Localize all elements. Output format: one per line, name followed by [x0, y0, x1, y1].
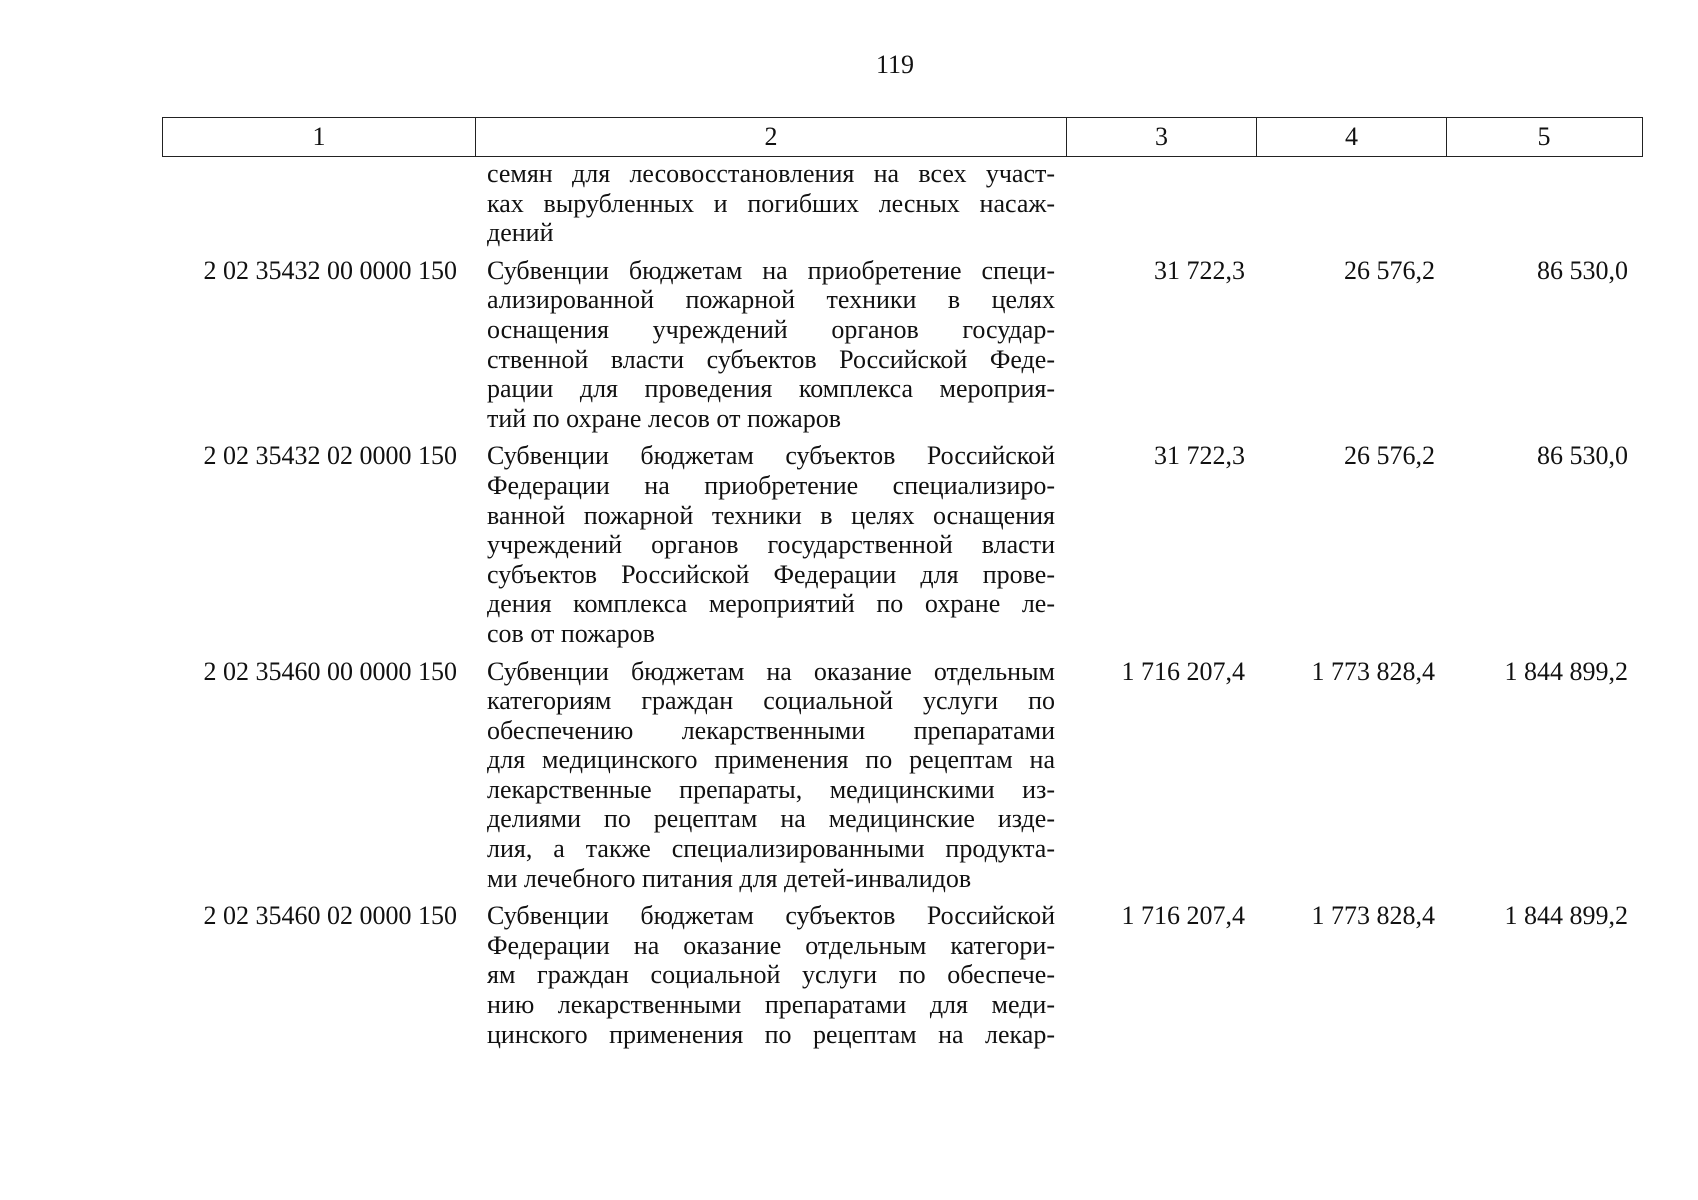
header-cell-3: 3 [1067, 118, 1257, 156]
value-cell-4: 26 576,2 [1344, 255, 1435, 285]
text-line: ализированной пожарной техники в целях [487, 285, 1055, 315]
text-line: Субвенции бюджетам на приобретение специ- [487, 255, 1055, 285]
code-cell: 2 02 35432 00 0000 150 [203, 255, 457, 285]
text-line: учреждений органов государственной власти [487, 530, 1055, 560]
text-line: делиями по рецептам на медицинские изде- [487, 804, 1055, 834]
value-cell-5 [1446, 159, 1640, 248]
header-cell-2: 2 [476, 118, 1067, 156]
text-line: Федерации на оказание отдельным категори- [487, 930, 1055, 960]
text-line: ям граждан социальной услуги по обеспече- [487, 960, 1055, 990]
value-cell-4: 1 773 828,4 [1311, 901, 1435, 931]
value-cell-5: 1 844 899,2 [1504, 656, 1628, 686]
text-line: рации для проведения комплекса мероприя- [487, 374, 1055, 404]
table-row [162, 256, 1643, 434]
value-cell-5: 86 530,0 [1537, 441, 1628, 471]
text-line: лекарственные препараты, медицинскими из- [487, 774, 1055, 804]
page-number: 119 [875, 50, 915, 79]
text-line: Федерации на приобретение специализиро- [487, 470, 1055, 500]
text-line: ственной власти субъектов Российской Феде- [487, 344, 1055, 374]
code-cell: 2 02 35460 02 0000 150 [203, 901, 457, 931]
code-cell: 2 02 35432 02 0000 150 [203, 441, 457, 471]
code-cell: 2 02 35460 00 0000 150 [203, 656, 457, 686]
name-cell [475, 441, 1066, 648]
value-cell-3: 1 716 207,4 [1121, 901, 1245, 931]
text-line: ми лечебного питания для детей-инвалидов [487, 863, 972, 893]
text-line: лия, а также специализированными продукта- [487, 834, 1055, 864]
text-line: ках вырубленных и погибших лесных насаж- [487, 188, 1055, 218]
text-line: Субвенции бюджетам субъектов Российской [487, 901, 1055, 931]
text-line: цинского применения по рецептам на лекар- [487, 1019, 1055, 1049]
value-cell-3: 31 722,3 [1154, 441, 1245, 471]
text-line: сов от пожаров [487, 618, 655, 648]
header-cell-5: 5 [1537, 122, 1551, 151]
text-line: субъектов Российской Федерации для прове- [487, 559, 1055, 589]
header-cell-1: 1 [163, 118, 476, 156]
text-line: дения комплекса мероприятий по охране ле- [487, 589, 1055, 619]
value-cell-5: 86 530,0 [1537, 255, 1628, 285]
value-cell-5: 1 844 899,2 [1504, 901, 1628, 931]
text-line: для медицинского применения по рецептам на [487, 745, 1055, 775]
table-body [162, 159, 1643, 1049]
text-line: обеспечению лекарственными препаратами [487, 715, 1055, 745]
text-line: семян для лесовосстановления на всех участ- [487, 159, 1055, 188]
table-row [162, 441, 1643, 648]
text-line: нию лекарственными препаратами для меди- [487, 990, 1055, 1020]
text-line: ванной пожарной техники в целях оснащения [487, 500, 1055, 530]
text-line: категориям граждан социальной услуги по [487, 686, 1055, 716]
name-cell [475, 657, 1066, 894]
table-row-continuation [162, 159, 1643, 248]
text-line: тий по охране лесов от пожаров [487, 403, 841, 433]
value-cell-3: 1 716 207,4 [1121, 656, 1245, 686]
table-header [162, 117, 1643, 157]
text-line: дений [487, 218, 554, 248]
text-line: оснащения учреждений органов государ- [487, 314, 1055, 344]
text-line: Субвенции бюджетам на оказание отдельным [487, 656, 1055, 686]
name-cell [475, 256, 1066, 434]
value-cell-4: 1 773 828,4 [1311, 656, 1435, 686]
table-row [162, 657, 1643, 894]
value-cell-4 [1256, 159, 1446, 248]
value-cell-4: 26 576,2 [1344, 441, 1435, 471]
value-cell-3 [1066, 159, 1256, 248]
text-line: Субвенции бюджетам субъектов Российской [487, 441, 1055, 471]
table-row [162, 901, 1643, 1049]
header-cell-4: 4 [1257, 118, 1447, 156]
name-cell [475, 159, 1066, 248]
value-cell-3: 31 722,3 [1154, 255, 1245, 285]
code-cell [162, 159, 475, 248]
name-cell [475, 901, 1066, 1049]
